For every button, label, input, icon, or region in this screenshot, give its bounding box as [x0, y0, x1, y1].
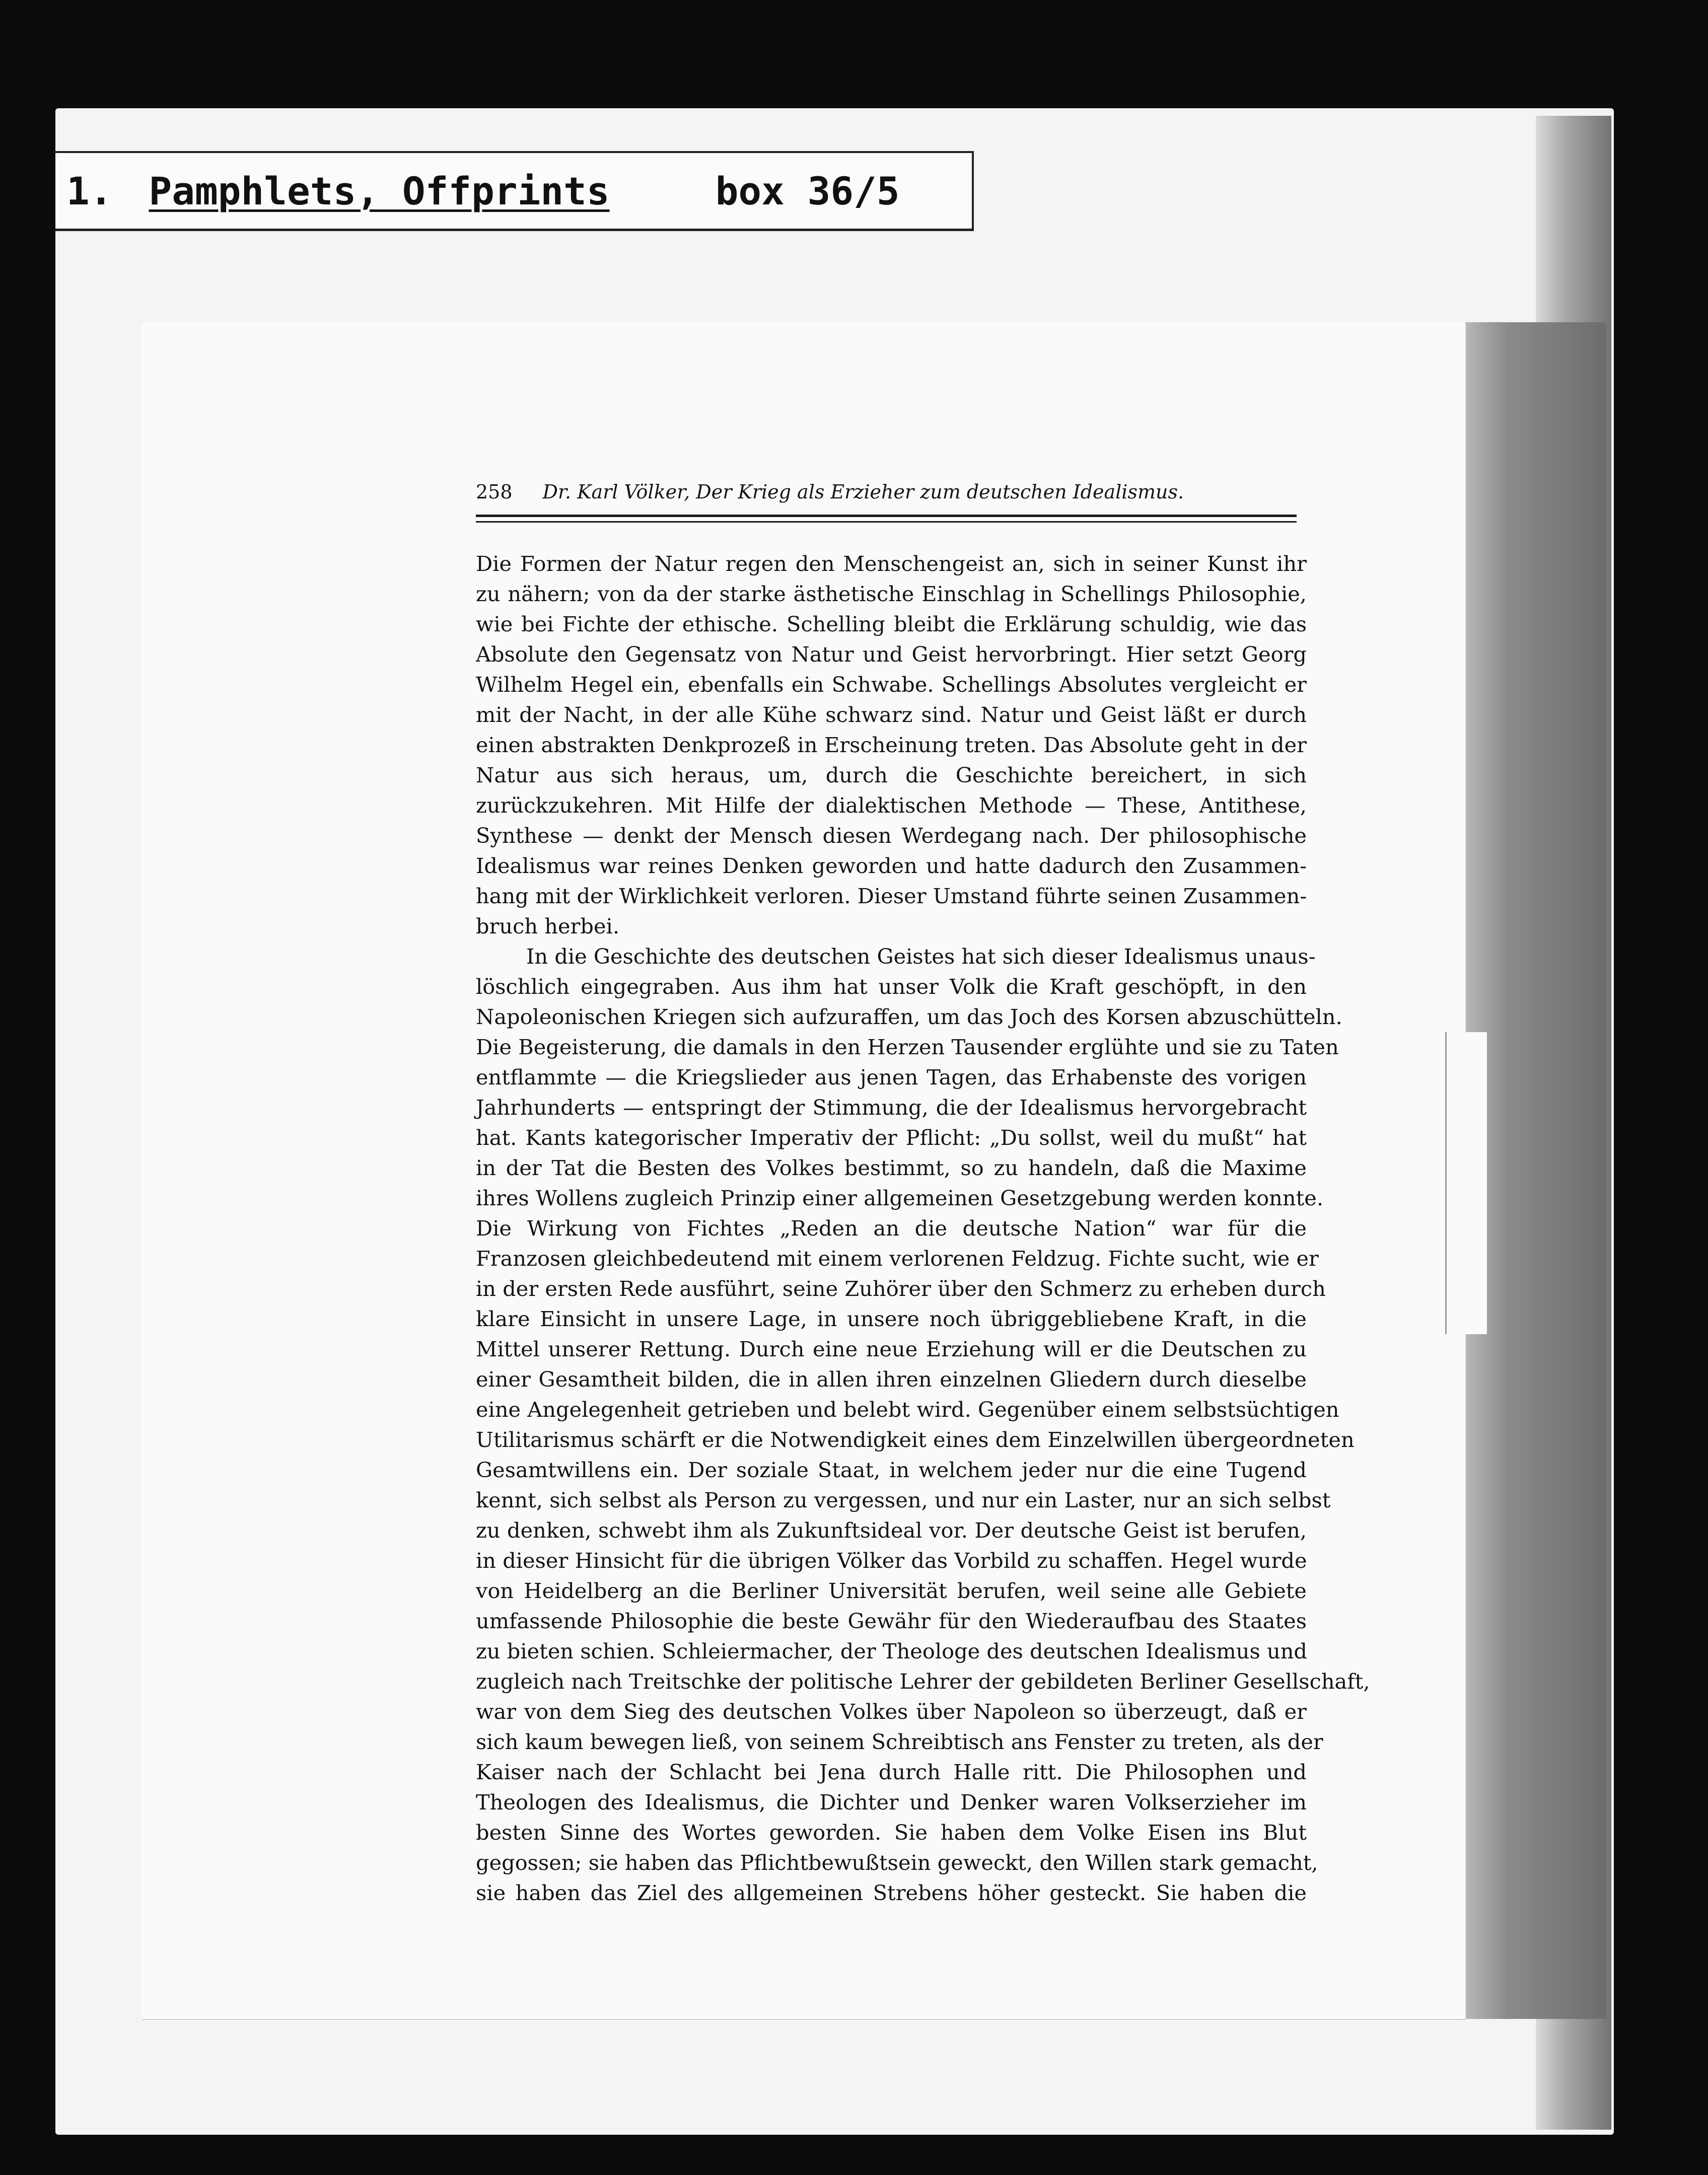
text-line: Kaiser nach der Schlacht bei Jena durch Halle ritt. Die Philosophen und	[476, 1760, 1307, 1784]
label-number: 1.	[66, 168, 113, 213]
text-line: Theologen des Idealismus, die Dichter und Denker waren Volkserzieher im	[476, 1790, 1307, 1815]
text-line: zurückzukehren. Mit Hilfe der dialektischen Methode — These, Antithese,	[476, 793, 1307, 818]
text-line: einer Gesamtheit bilden, die in allen ihren einzelnen Gliedern durch dieselbe	[476, 1367, 1307, 1392]
text-line: ihres Wollens zugleich Prinzip einer allgemeinen Gesetzgebung werden konnte.	[476, 1186, 1324, 1210]
text-line: Jahrhunderts — entspringt der Stimmung, die der Idealismus hervorgebracht	[476, 1095, 1307, 1120]
text-line: Idealismus war reines Denken geworden und hatte dadurch den Zusammen-	[476, 853, 1307, 878]
page-number: 258	[476, 481, 513, 503]
text-line: hang mit der Wirklichkeit verloren. Dieser Umstand führte seinen Zusammen-	[476, 884, 1307, 908]
text-line: klare Einsicht in unsere Lage, in unsere noch übriggebliebene Kraft, in die	[476, 1307, 1307, 1331]
text-line: sich kaum bewegen ließ, von seinem Schreibtisch ans Fenster zu treten, als der	[476, 1729, 1323, 1754]
text-line: von Heidelberg an die Berliner Universität berufen, weil seine alle Gebiete	[476, 1578, 1307, 1603]
text-line: Die Wirkung von Fichtes „Reden an die deutsche Nation“ war für die	[476, 1216, 1307, 1241]
text-line: eine Angelegenheit getrieben und belebt wird. Gegenüber einem selbstsüchtigen	[476, 1397, 1339, 1422]
page-notch	[1445, 1032, 1487, 1334]
text-line: In die Geschichte des deutschen Geistes hat sich dieser Idealismus unaus-	[526, 944, 1316, 969]
text-line: einen abstrakten Denkprozeß in Erscheinung treten. Das Absolute geht in der	[476, 733, 1307, 757]
text-line: zu denken, schwebt ihm als Zukunftsideal vor. Der deutsche Geist ist berufen,	[476, 1518, 1307, 1543]
text-line: Napoleonischen Kriegen sich aufzuraffen, um das Joch des Korsen abzuschütteln.	[476, 1004, 1342, 1029]
text-line: zugleich nach Treitschke der politische Lehrer der gebildeten Berliner Gesellschaft,	[476, 1669, 1370, 1694]
text-line: zu bieten schien. Schleiermacher, der Theologe des deutschen Idealismus und	[476, 1639, 1308, 1663]
text-line: löschlich eingegraben. Aus ihm hat unser Volk die Kraft geschöpft, in den	[476, 974, 1307, 999]
text-line: war von dem Sieg des deutschen Volkes über Napoleon so überzeugt, daß er	[476, 1699, 1307, 1724]
text-line: sie haben das Ziel des allgemeinen Strebens höher gesteckt. Sie haben die	[476, 1880, 1307, 1905]
text-line: bruch herbei.	[476, 914, 620, 938]
text-line: hat. Kants kategorischer Imperativ der Pflicht: „Du sollst, weil du mußt“ hat	[476, 1125, 1307, 1150]
body-text	[476, 549, 1370, 1908]
text-line: Gesamtwillens ein. Der soziale Staat, in welchem jeder nur die eine Tugend	[476, 1458, 1307, 1482]
text-line: umfassende Philosophie die beste Gewähr für den Wiederaufbau des Staates	[476, 1609, 1307, 1633]
text-line: zu nähern; von da der starke ästhetische Einschlag in Schellings Philosophie,	[476, 582, 1307, 606]
label-title: Pamphlets, Offprints	[149, 168, 610, 213]
text-line: in der Tat die Besten des Volkes bestimmt, so zu handeln, daß die Maxime	[476, 1155, 1307, 1180]
text-line: Utilitarismus schärft er die Notwendigkeit eines dem Einzelwillen übergeordneten	[476, 1427, 1355, 1452]
text-line: besten Sinne des Wortes geworden. Sie haben dem Volke Eisen ins Blut	[476, 1820, 1307, 1845]
text-line: Natur aus sich heraus, um, durch die Geschichte bereichert, in sich	[476, 763, 1307, 787]
text-line: wie bei Fichte der ethische. Schelling bleibt die Erklärung schuldig, wie das	[476, 612, 1307, 636]
text-line: Absolute den Gegensatz von Natur und Geist hervorbringt. Hier setzt Georg	[476, 642, 1307, 667]
text-line: Wilhelm Hegel ein, ebenfalls ein Schwabe. Schellings Absolutes vergleicht er	[476, 672, 1307, 697]
archive-label	[55, 151, 974, 231]
text-line: Die Formen der Natur regen den Menschengeist an, sich in seiner Kunst ihr	[476, 551, 1307, 576]
text-line: entflammte — die Kriegslieder aus jenen Tagen, das Erhabenste des vorigen	[476, 1065, 1307, 1090]
text-line: in dieser Hinsicht für die übrigen Völker das Vorbild zu schaffen. Hegel wurde	[476, 1548, 1307, 1573]
running-header	[476, 481, 1297, 511]
label-box-number: box 36/5	[715, 168, 900, 213]
text-line: Mittel unserer Rettung. Durch eine neue Erziehung will er die Deutschen zu	[476, 1337, 1307, 1361]
text-line: Synthese — denkt der Mensch diesen Werdegang nach. Der philosophische	[476, 823, 1307, 848]
text-line: Franzosen gleichbedeutend mit einem verlorenen Feldzug. Fichte sucht, wie er	[476, 1246, 1319, 1271]
text-line: in der ersten Rede ausführt, seine Zuhörer über den Schmerz zu erheben durch	[476, 1276, 1326, 1301]
running-title: Dr. Karl Völker, Der Krieg als Erzieher zum deutschen Idealismus.	[542, 481, 1184, 503]
text-line: kennt, sich selbst als Person zu vergessen, und nur ein Laster, nur an sich selbst	[476, 1488, 1331, 1512]
text-line: gegossen; sie haben das Pflichtbewußtsein geweckt, den Willen stark gemacht,	[476, 1850, 1318, 1875]
header-rule	[476, 515, 1297, 517]
header-rule-thin	[476, 521, 1297, 523]
text-line: Die Begeisterung, die damals in den Herzen Tausender erglühte und sie zu Taten	[476, 1035, 1339, 1059]
text-line: mit der Nacht, in der alle Kühe schwarz sind. Natur und Geist läßt er durch	[476, 702, 1307, 727]
